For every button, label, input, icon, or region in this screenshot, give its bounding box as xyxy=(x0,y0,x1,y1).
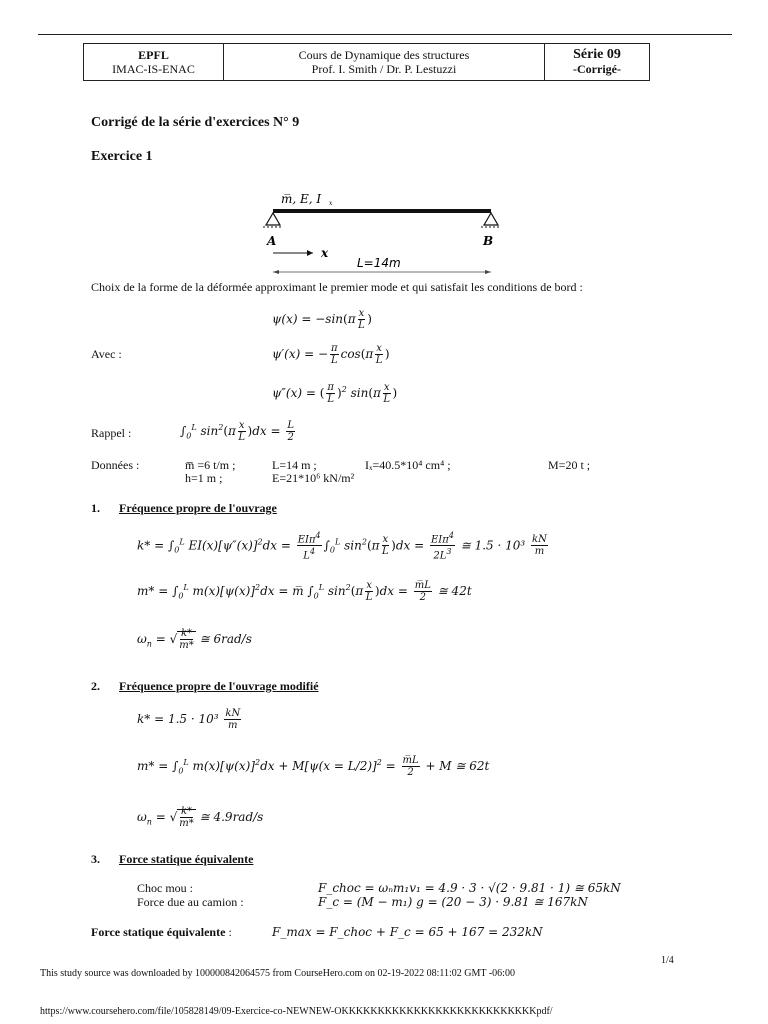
beam-figure xyxy=(255,185,515,275)
k-star-2-value: k* = 1.5 · 10³ xyxy=(137,712,219,726)
camion-label: Force due au camion : xyxy=(137,895,244,909)
total-force-label: Force statique équivalente xyxy=(91,925,226,939)
eq-omega: $\omega_n$ = √ $\frac{k*}{m*}$ ≅ 6rad/s xyxy=(137,628,252,651)
x-axis-label: x xyxy=(321,246,329,260)
section-3-number: 3. xyxy=(91,852,100,866)
course-name: Cours de Dynamique des structures xyxy=(298,48,470,62)
eq-choc: F_choc = ωₙm₁v₁ = 4.9 · 3 · √(2 · 9.81 · 1) ≅ 65kN xyxy=(318,881,621,895)
section-1-number: 1. xyxy=(91,501,100,515)
data-truck-mass: M=20 t ; xyxy=(548,458,591,472)
download-notice: This study source was downloaded by 100000842064575 from CourseHero.com on 02-19-2022 08:11:02 GMT -06:00 xyxy=(40,968,515,979)
source-url[interactable]: https://www.coursehero.com/file/105828149/09-Exercice-co-NEWNEW-OKKKKKKKKKKKKKKKKKKKKKKKKKKKpdf/ xyxy=(40,1006,553,1017)
institution: EPFL xyxy=(138,48,169,62)
data-mass: m̅ =6 t/m ; xyxy=(185,458,236,472)
data-length: L=14 m ; xyxy=(272,458,317,472)
data-modulus: E=21*10⁶ kN/m² xyxy=(272,471,355,485)
header-table xyxy=(83,43,650,81)
m-star-value: ≅ 42t xyxy=(437,584,472,598)
data-inertia: Iₓ=40.5*10⁴ cm⁴ ; xyxy=(365,458,451,472)
eq-k-star: $k* = \int_0^L$ $EI(x)[\psi''(x)]^2dx$ = $\frac{EI\pi^4}{L^4}$ $\int_0^L$ $\sin^2(\pi$ $\frac{x}{L}$ )dx = $\frac{EI\pi^4}{2L^3}$ ≅ 1.5 · 10³ $\frac{kN}{m}$ xyxy=(137,531,547,562)
page-title: Corrigé de la série d'exercices N° 9 xyxy=(91,115,300,130)
omega-2-value: ≅ 4.9rad/s xyxy=(199,810,264,824)
label-b: B xyxy=(483,234,494,248)
top-rule xyxy=(38,34,732,35)
section-2-title: Fréquence propre de l'ouvrage modifié xyxy=(119,679,319,693)
section-3-title: Force statique équivalente xyxy=(119,852,254,866)
intro-text: Choix de la forme de la déformée approximant le premier mode et qui satisfait les conditions de bord : xyxy=(91,280,583,294)
dim-arrow-left xyxy=(273,270,279,274)
k-star-value: ≅ 1.5 · 10³ xyxy=(460,538,526,553)
avec-label: Avec : xyxy=(91,347,122,361)
eq-m-star-2: $m* = \int_0^L$ $m(x)[\psi(x)]^2dx + M[\psi(x = L/2)]^2$ = $\frac{m̅L}{2}$ + M ≅ 62t xyxy=(137,755,490,778)
m-star-2-value: ≅ 62t xyxy=(455,759,490,773)
x-axis-arrowhead xyxy=(307,250,313,256)
header-left xyxy=(84,44,224,81)
header-right xyxy=(545,44,650,81)
eq-total-force: F_max = F_choc + F_c = 65 + 167 = 232kN xyxy=(272,925,543,939)
total-force-row xyxy=(91,925,232,940)
label-a: A xyxy=(267,234,277,248)
header-center xyxy=(224,44,545,81)
eq-k-star-2: k* = 1.5 · 10³ $\frac{kN}{m}$ xyxy=(137,708,241,731)
eq-omega-2: $\omega_n$ = √ $\frac{k*}{m*}$ ≅ 4.9rad/s xyxy=(137,806,264,829)
support-a xyxy=(266,213,280,225)
section-1-title: Fréquence propre de l'ouvrage xyxy=(119,501,277,515)
exercise-heading: Exercice 1 xyxy=(91,149,153,164)
department: IMAC-IS-ENAC xyxy=(112,62,195,76)
eq-camion: F_c = (M − m₁) g = (20 − 3) · 9.81 ≅ 167kN xyxy=(318,895,588,909)
data-height: h=1 m ; xyxy=(185,471,223,485)
eq-rappel: $\int_0^L$ $\sin^2(\pi$ $\frac{x}{L}$ )dx = $\frac{L}{2}$ xyxy=(180,420,294,443)
series-number: Série 09 xyxy=(573,47,621,62)
span-length: L=14m xyxy=(357,256,401,270)
support-b xyxy=(484,213,498,225)
choc-label: Choc mou : xyxy=(137,881,193,895)
eq-psi: ψ(x) = −sin(π $\frac{x}{L}$ ) xyxy=(272,308,372,331)
omega-value: ≅ 6rad/s xyxy=(199,632,252,646)
series-type: -Corrigé- xyxy=(573,62,621,76)
beam-properties-sub: x xyxy=(329,200,333,207)
dim-arrow-right xyxy=(485,270,491,274)
eq-psi-prime: ψ′(x) = − $\frac{\pi}{L}$ cos(π $\frac{x}{L}$ ) xyxy=(272,343,390,366)
eq-m-star: $m* = \int_0^L$ $m(x)[\psi(x)]^2dx$ = m̅ $\int_0^L$ $\sin^2(\pi$ $\frac{x}{L}$ )dx = $\frac{m̅L}{2}$ ≅ 42t xyxy=(137,580,472,603)
beam-properties: m̅, E, I xyxy=(281,192,322,206)
rappel-label: Rappel : xyxy=(91,426,132,440)
professors: Prof. I. Smith / Dr. P. Lestuzzi xyxy=(311,62,457,76)
eq-psi-second: ψ″(x) = ( $\frac{\pi}{L}$ )$^2$ sin(π $\frac{x}{L}$ ) xyxy=(272,382,398,405)
page-number: 1/4 xyxy=(661,955,674,966)
total-force-colon: : xyxy=(228,925,232,939)
beam xyxy=(273,209,491,213)
section-2-number: 2. xyxy=(91,679,100,693)
donnees-label: Données : xyxy=(91,458,140,472)
